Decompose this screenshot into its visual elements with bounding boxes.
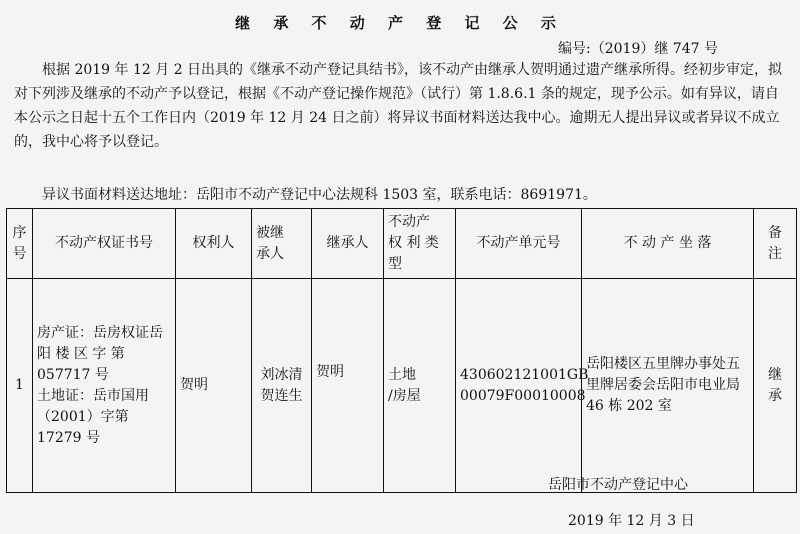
cell-cert-no: 房产证：岳房权证岳 阳 楼 区 字 第 057717 号 土地证：岳市国用（2001）字第 17279 号	[33, 279, 176, 493]
header-owner: 权利人	[176, 209, 252, 279]
cell-location: 岳阳楼区五里牌办事处五里牌居委会岳阳市电业局 46 栋 202 室	[582, 279, 754, 493]
table-row	[7, 279, 797, 493]
cell-right-type: 土地 /房屋	[384, 279, 456, 493]
notice-paragraph: 根据 2019 年 12 月 2 日出具的《继承不动产登记具结书》，该不动产由继承人贺明通过遗产继承所得。经初步审定，拟对下列涉及继承的不动产予以登记，根据《不动产登记操作规范》（试行）第 1.8.6.1 条的规定，现予公示。如有异议，请自本公示之日起十五个工作日内（2019 年 12 月 24 日之前）将异议书面材料送达我中心。逾期无人提出异议或者异议不成立的，我中心将予以登记。	[14, 62, 783, 150]
header-seq: 序 号	[7, 209, 33, 279]
header-heir: 继承人	[312, 209, 384, 279]
header-remark: 备 注	[754, 209, 797, 279]
cell-heir: 贺明	[312, 279, 384, 493]
document-title: 继 承 不 动 产 登 记 公 示	[235, 14, 565, 32]
header-decedent: 被继 承人	[252, 209, 312, 279]
cell-decedent: 刘冰清 贺连生	[252, 279, 312, 493]
header-location: 不 动 产 坐 落	[582, 209, 754, 279]
header-unit-no: 不动产单元号	[456, 209, 582, 279]
notice-body	[14, 58, 788, 154]
cell-unit-no: 430602121001GB 00079F00010008	[456, 279, 582, 493]
cell-owner: 贺明	[176, 279, 252, 493]
property-table	[6, 208, 797, 493]
issuer-name: 岳阳市不动产登记中心	[548, 477, 688, 493]
cell-seq: 1	[7, 279, 33, 493]
table-header-row	[7, 209, 797, 279]
header-cert-no: 不动产权证书号	[33, 209, 176, 279]
header-right-type: 不动产 权 利 类 型	[384, 209, 456, 279]
document-number: 编号:（2019）继 747 号	[558, 41, 718, 57]
objection-address: 异议书面材料送达地址：岳阳市不动产登记中心法规科 1503 室，联系电话：8691971。	[42, 187, 597, 203]
cell-remark: 继 承	[754, 279, 797, 493]
issue-date: 2019 年 12 月 3 日	[568, 513, 695, 529]
